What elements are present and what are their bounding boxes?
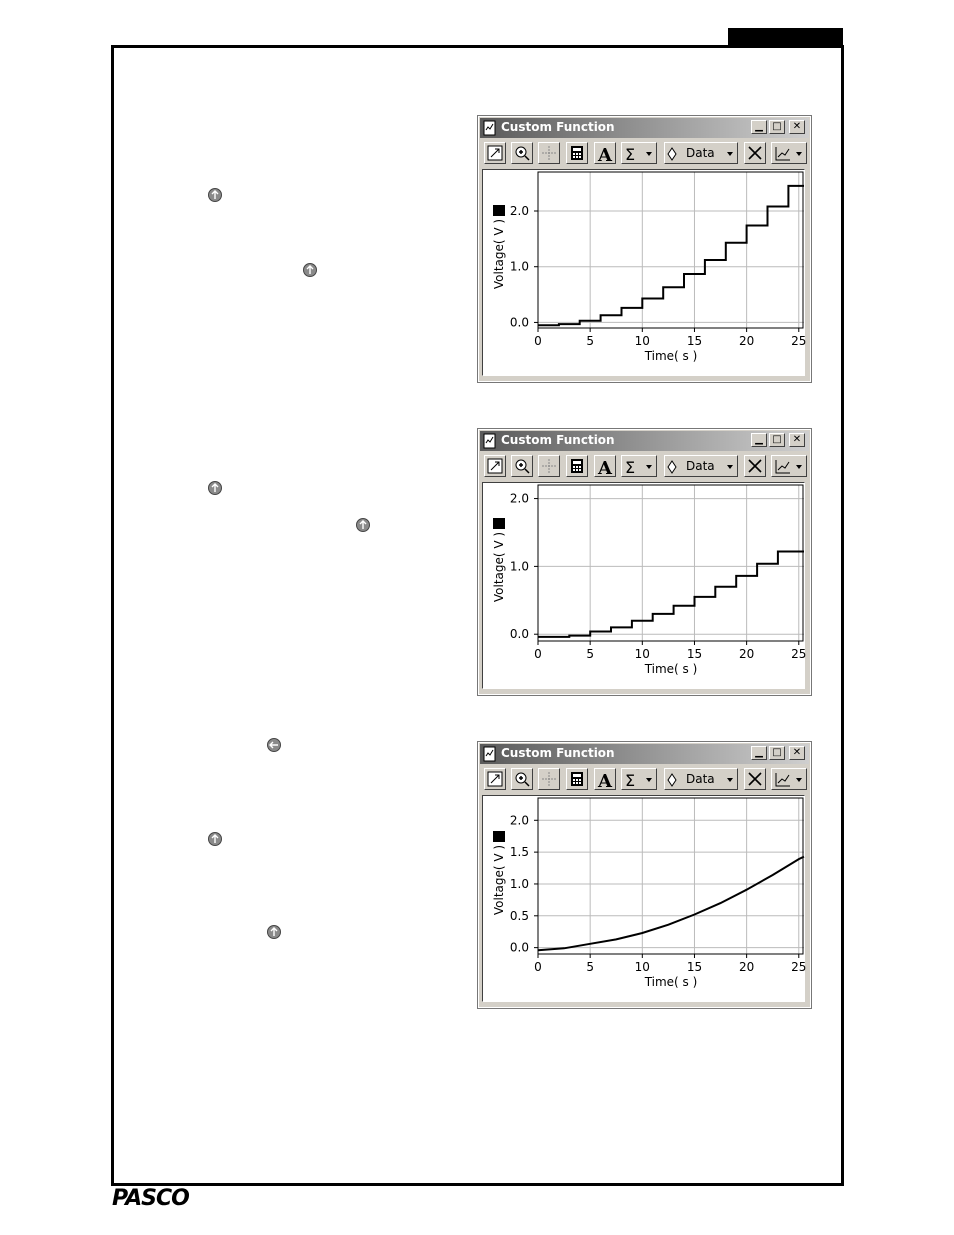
data-menu-label: Data (686, 146, 715, 160)
svg-text:A: A (598, 458, 612, 479)
data-menu-button[interactable] (664, 768, 738, 790)
statistics-button[interactable] (621, 142, 657, 164)
annotation-button[interactable] (594, 768, 616, 790)
window-titlebar[interactable] (480, 431, 809, 451)
maximize-button[interactable]: □ (769, 746, 785, 760)
minimize-button[interactable]: ▁ (751, 433, 767, 447)
plot-frame (538, 798, 803, 954)
graph-settings-button[interactable] (771, 768, 807, 790)
document-icon (483, 120, 497, 136)
smart-cursor-icon (541, 771, 557, 787)
statistics-button[interactable] (621, 768, 657, 790)
close-button[interactable]: ✕ (789, 120, 805, 134)
autoscale-icon (487, 771, 503, 787)
delete-button[interactable] (744, 768, 766, 790)
text-annotation-icon (597, 145, 613, 166)
annotation-button[interactable] (594, 142, 616, 164)
zoom-icon (514, 145, 530, 161)
autoscale-icon (487, 458, 503, 474)
statistics-button[interactable] (621, 455, 657, 477)
y-tick-label: 0.0 (509, 627, 529, 642)
calculator-icon (569, 458, 585, 474)
minimize-button[interactable]: ▁ (751, 746, 767, 760)
legend-swatch (493, 518, 505, 529)
custom-function-window (478, 116, 811, 382)
x-tick-label: 10 (634, 960, 650, 974)
arrow-up-icon (208, 481, 222, 495)
graph-toolbar (480, 453, 809, 479)
x-tick-label: 25 (791, 960, 807, 974)
x-tick-label: 25 (791, 334, 807, 348)
close-button[interactable]: ✕ (789, 433, 805, 447)
graph-settings-button[interactable] (771, 142, 807, 164)
graph-settings-icon (774, 145, 804, 163)
autoscale-button[interactable] (484, 455, 506, 477)
x-tick-label: 5 (586, 647, 594, 661)
arrow-up-icon (356, 518, 370, 532)
calculator-icon (569, 771, 585, 787)
close-button[interactable]: ✕ (789, 746, 805, 760)
window-title: Custom Function (501, 433, 615, 447)
delete-x-icon (747, 145, 763, 161)
graph-toolbar (480, 140, 809, 166)
calculator-button[interactable] (566, 768, 588, 790)
custom-function-window (478, 742, 811, 1008)
smart-cursor-button[interactable] (538, 142, 560, 164)
x-tick-label: 0 (534, 960, 542, 974)
graph-settings-icon (774, 458, 804, 476)
maximize-button[interactable]: □ (769, 120, 785, 134)
x-tick-label: 10 (634, 647, 650, 661)
custom-function-window (478, 429, 811, 695)
autoscale-icon (487, 145, 503, 161)
graph-toolbar (480, 766, 809, 792)
series-line (538, 552, 804, 637)
y-axis-label: Voltage( V ) (492, 844, 506, 916)
arrow-up-icon (208, 188, 222, 202)
data-menu-label: Data (686, 772, 715, 786)
x-tick-label: 20 (738, 647, 755, 661)
smart-cursor-icon (541, 145, 557, 161)
svg-text:A: A (598, 771, 612, 792)
calculator-button[interactable] (566, 455, 588, 477)
window-titlebar[interactable] (480, 118, 809, 138)
svg-text:Σ: Σ (625, 771, 636, 790)
document-icon (483, 433, 497, 449)
zoom-icon (514, 771, 530, 787)
graph-plot-area[interactable] (482, 169, 805, 376)
svg-text:A: A (598, 145, 612, 166)
pasco-logo: PASCO (112, 1186, 189, 1211)
arrow-up-icon (267, 925, 281, 939)
sigma-icon (624, 458, 654, 476)
svg-text:Σ: Σ (625, 458, 636, 477)
y-tick-label: 0.5 (509, 908, 529, 923)
delete-button[interactable] (744, 142, 766, 164)
window-title: Custom Function (501, 746, 615, 760)
zoom-icon (514, 458, 530, 474)
y-tick-label: 1.0 (509, 559, 529, 574)
delete-x-icon (747, 458, 763, 474)
data-menu-button[interactable] (664, 142, 738, 164)
legend-swatch (493, 831, 505, 842)
maximize-button[interactable]: □ (769, 433, 785, 447)
x-tick-label: 25 (791, 647, 807, 661)
legend-swatch (493, 205, 505, 216)
graph-plot-area[interactable] (482, 482, 805, 689)
smart-cursor-button[interactable] (538, 768, 560, 790)
window-title: Custom Function (501, 120, 615, 134)
smart-cursor-icon (541, 458, 557, 474)
zoom-button[interactable] (511, 768, 533, 790)
sigma-icon (624, 771, 654, 789)
x-tick-label: 15 (686, 334, 703, 348)
x-tick-label: 15 (686, 647, 703, 661)
delete-button[interactable] (744, 455, 766, 477)
autoscale-button[interactable] (484, 768, 506, 790)
data-menu-button[interactable] (664, 455, 738, 477)
sigma-icon (624, 145, 654, 163)
calculator-button[interactable] (566, 142, 588, 164)
arrow-up-icon (303, 263, 317, 277)
graph-plot-area[interactable] (482, 795, 805, 1002)
x-tick-label: 20 (738, 334, 755, 348)
graph-settings-icon (774, 771, 804, 789)
voltage-time-chart (483, 796, 807, 1001)
annotation-button[interactable] (594, 455, 616, 477)
y-tick-label: 2.0 (509, 813, 529, 828)
delete-x-icon (747, 771, 763, 787)
x-tick-label: 0 (534, 334, 542, 348)
smart-cursor-button[interactable] (538, 455, 560, 477)
x-axis-label: Time( s ) (644, 975, 698, 989)
window-titlebar[interactable] (480, 744, 809, 764)
y-tick-label: 1.5 (509, 845, 529, 860)
voltage-time-chart (483, 170, 807, 375)
x-tick-label: 10 (634, 334, 650, 348)
x-tick-label: 15 (686, 960, 703, 974)
zoom-button[interactable] (511, 142, 533, 164)
autoscale-button[interactable] (484, 142, 506, 164)
voltage-time-chart (483, 483, 807, 688)
x-tick-label: 20 (738, 960, 755, 974)
y-tick-label: 1.0 (509, 259, 529, 274)
plot-frame (538, 172, 803, 328)
arrow-up-icon (208, 832, 222, 846)
x-axis-label: Time( s ) (644, 349, 698, 363)
document-icon (483, 746, 497, 762)
text-annotation-icon (597, 771, 613, 792)
graph-settings-button[interactable] (771, 455, 807, 477)
y-tick-label: 2.0 (509, 491, 529, 506)
data-menu-label: Data (686, 459, 715, 473)
series-line (538, 186, 804, 325)
x-tick-label: 5 (586, 960, 594, 974)
calculator-icon (569, 145, 585, 161)
y-tick-label: 0.0 (509, 315, 529, 330)
x-axis-label: Time( s ) (644, 662, 698, 676)
y-axis-label: Voltage( V ) (492, 218, 506, 290)
arrow-left-icon (267, 738, 281, 752)
y-tick-label: 2.0 (509, 204, 529, 218)
x-tick-label: 5 (586, 334, 594, 348)
zoom-button[interactable] (511, 455, 533, 477)
svg-text:Σ: Σ (625, 145, 636, 164)
y-tick-label: 1.0 (509, 876, 529, 891)
y-axis-label: Voltage( V ) (492, 531, 506, 603)
text-annotation-icon (597, 458, 613, 479)
minimize-button[interactable]: ▁ (751, 120, 767, 134)
x-tick-label: 0 (534, 647, 542, 661)
y-tick-label: 0.0 (509, 940, 529, 955)
series-line (538, 857, 804, 951)
